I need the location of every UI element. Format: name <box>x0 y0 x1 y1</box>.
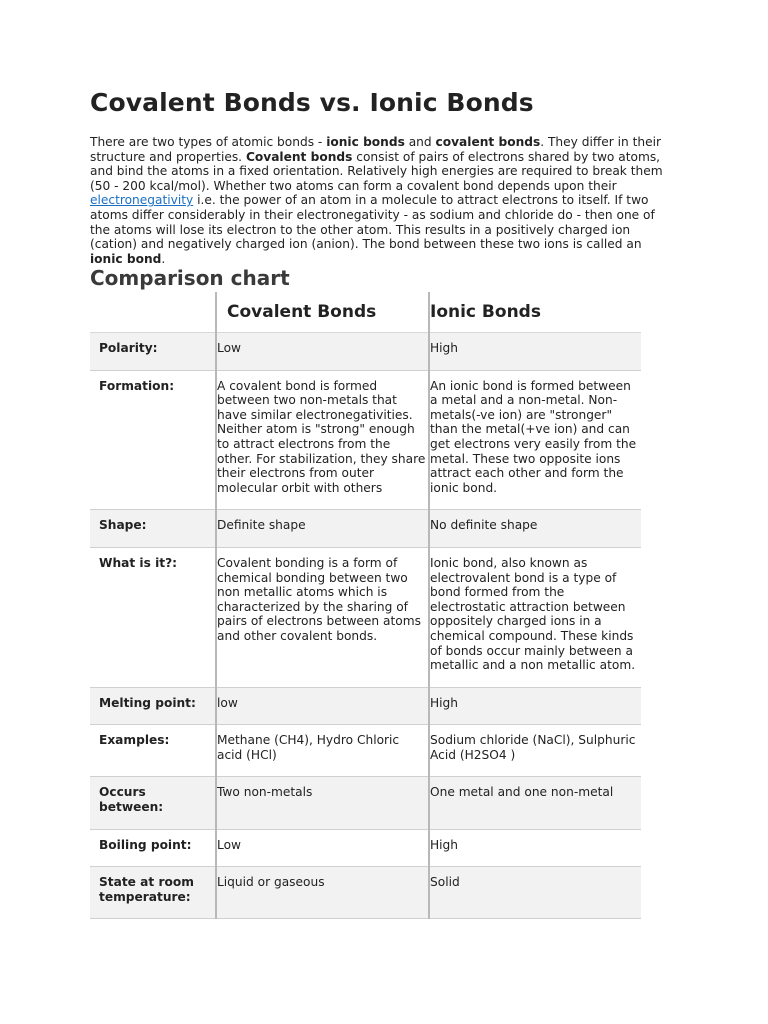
header-blank <box>90 292 216 333</box>
ionic-cell: Sodium chloride (NaCl), Sulphuric Acid (H2SO4 ) <box>429 725 641 777</box>
intro-bold-ionic-bonds: ionic bonds <box>326 135 405 149</box>
electronegativity-link[interactable]: electronegativity <box>90 193 194 208</box>
covalent-cell: Methane (CH4), Hydro Chloric acid (HCl) <box>216 725 429 777</box>
ionic-cell: Solid <box>429 867 641 919</box>
table-row-melting-point <box>90 687 641 725</box>
table-row-formation <box>90 370 641 510</box>
ionic-cell: High <box>429 687 641 725</box>
row-label: Melting point: <box>90 687 216 725</box>
page-title: Covalent Bonds vs. Ionic Bonds <box>90 88 534 117</box>
table-row-boiling-point <box>90 829 641 867</box>
table-row-what-is-it <box>90 547 641 687</box>
table-row-occurs-between <box>90 777 641 829</box>
table-header-row <box>90 292 641 333</box>
table-row-shape <box>90 510 641 548</box>
table-row-examples <box>90 725 641 777</box>
row-label: Boiling point: <box>90 829 216 867</box>
intro-bold-covalent-bonds: covalent bonds <box>435 135 541 149</box>
covalent-cell: low <box>216 687 429 725</box>
row-label: State at room temperature: <box>90 867 216 919</box>
ionic-cell: An ionic bond is formed between a metal and a non-metal. Non-metals(-ve ion) are "stronger" than the metal(+ve ion) and can get electrons very easily from the metal. These two opposite ions attract each other and form the ionic bond. <box>429 370 641 510</box>
comparison-table <box>90 292 641 919</box>
ionic-cell: One metal and one non-metal <box>429 777 641 829</box>
header-ionic-bonds: Ionic Bonds <box>429 292 641 333</box>
covalent-cell: Low <box>216 333 429 371</box>
ionic-cell: High <box>429 333 641 371</box>
ionic-cell: No definite shape <box>429 510 641 548</box>
intro-bold-covalent-bonds-2: Covalent bonds <box>245 149 353 164</box>
intro-text: consist of pairs of electrons shared by two atoms, and bind the atoms in a fixed orientation. Relatively high energies are required to break them (50 - 200 kcal/mol). Whether two atoms can form a covalent bond depends upon their <box>90 149 663 193</box>
covalent-cell: Low <box>216 829 429 867</box>
intro-text: . They differ in their structure and properties. <box>90 135 662 164</box>
header-covalent-bonds: Covalent Bonds <box>216 292 429 333</box>
row-label: Examples: <box>90 725 216 777</box>
comparison-chart-heading: Comparison chart <box>90 266 290 290</box>
row-label: What is it?: <box>90 547 216 687</box>
table-row-state-at-room-temperature <box>90 867 641 919</box>
covalent-cell: A covalent bond is formed between two non-metals that have similar electronegativities. Neither atom is "strong" enough to attract electrons from the other. For stabilization, they share their electrons from outer molecular orbit with others <box>216 370 429 510</box>
table-row-polarity <box>90 333 641 371</box>
row-label: Formation: <box>90 370 216 510</box>
covalent-cell: Liquid or gaseous <box>216 867 429 919</box>
covalent-cell: Covalent bonding is a form of chemical bonding between two non metallic atoms which is characterized by the sharing of pairs of electrons between atoms and other covalent bonds. <box>216 547 429 687</box>
ionic-cell: Ionic bond, also known as electrovalent bond is a type of bond formed from the electrostatic attraction between oppositely charged ions in a chemical compound. These kinds of bonds occur mainly between a metallic and a non metallic atom. <box>429 547 641 687</box>
covalent-cell: Definite shape <box>216 510 429 548</box>
covalent-cell: Two non-metals <box>216 777 429 829</box>
ionic-cell: High <box>429 829 641 867</box>
row-label: Occurs between: <box>90 777 216 829</box>
intro-paragraph <box>90 135 676 266</box>
row-label: Shape: <box>90 510 216 548</box>
row-label: Polarity: <box>90 333 216 371</box>
intro-text: and <box>404 135 436 149</box>
intro-bold-ionic-bond: ionic bond <box>90 251 162 266</box>
intro-text: i.e. the power of an atom in a molecule to attract electrons to itself. If two atoms differ considerably in their electronegativity - as sodium and chloride do - then one of the atoms will lose its electron to the other atom. This results in a positively charged ion (cation) and negatively charged ion (anion). The bond between these two ions is called an <box>90 193 655 252</box>
intro-text: . <box>161 251 166 266</box>
intro-text: There are two types of atomic bonds - <box>90 135 327 149</box>
